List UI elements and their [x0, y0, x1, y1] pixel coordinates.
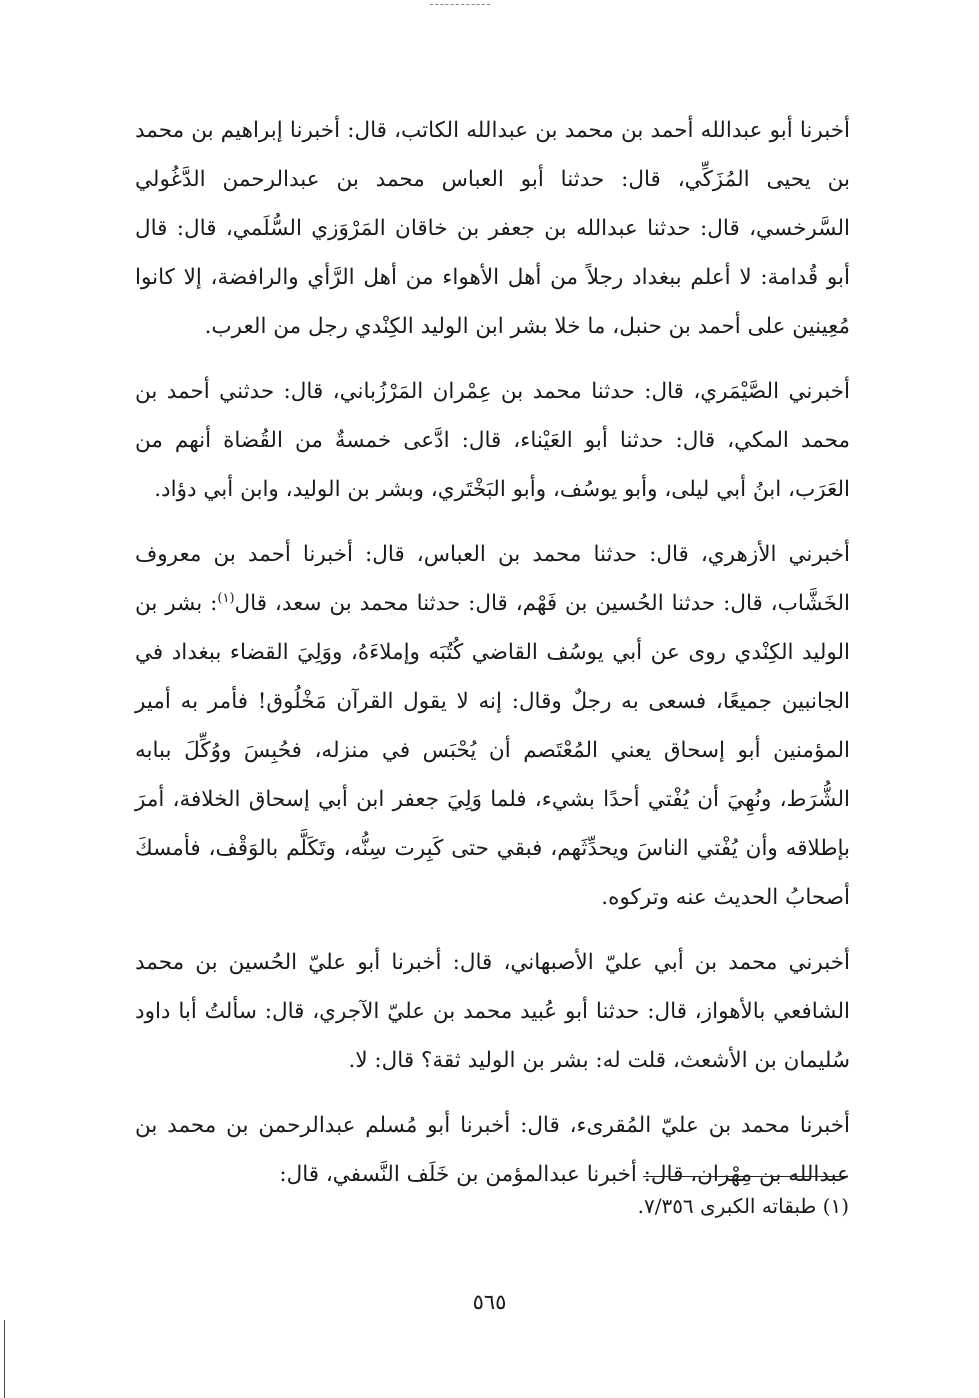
- page-top-mark: [430, 4, 490, 6]
- footnote: (١) طبقاته الكبرى ٧/٣٥٦.: [637, 1194, 849, 1218]
- paragraph: أخبرني محمد بن أبي عليّ الأصبهاني، قال: أخبرنا أبو عليّ الحُسين بن محمد الشافعي بالأهواز، قال: حدثنا أبو عُبيد محمد بن عليّ الآجري، قال: سألتُ أبا داود سُليمان بن الأشعث، قلت له: بشر بن الوليد ثقة؟ قال: لا.: [135, 950, 850, 1073]
- footnote-marker[interactable]: (١): [217, 590, 235, 606]
- paragraph-rest: : بشر بن الوليد الكِنْدي روى عن أبي يوسُف القاضي كُتُبَه وإملاءَهُ، ووَلِيَ القضاء ببغداد في الجانبين جميعًا، فسعى به رجلٌ وقال: إنه لا يقول القرآن مَخْلُوق! فأمر به أمير المؤمنين أبو إسحاق يعني المُعْتَصم أن يُحْبَس في منزله، فحُبِسَ ووُكِّلَ ببابه الشُّرَط، ونُهِيَ أن يُفْتي أحدًا بشيء، فلما وَلِيَ جعفر ابن أبي إسحاق الخلافة، أمرَ بإطلاقه وأن يُفْتي الناسَ ويحدِّثَهم، فبقي حتى كَبِرت سِنُّه، وتَكَلَّم بالوَقْف، فأمسكَ أصحابُ الحديث عنه وتركوه.: [135, 591, 850, 910]
- paragraph: أخبرنا محمد بن عليّ المُقرىء، قال: أخبرنا أبو مُسلم عبدالرحمن بن محمد بن عبدالله بن مِهْران، قال: أخبرنا عبدالمؤمن بن خَلَف النَّسفي، قال:: [135, 1113, 850, 1187]
- paragraph-with-footnote: [135, 530, 850, 922]
- paragraph-lead: أخبرني الأزهري، قال: حدثنا محمد بن العباس، قال: أخبرنا أحمد بن معروف الخَشَّاب، قال: حدثنا الحُسين بن فَهْم، قال: حدثنا محمد بن سعد، قال: [135, 542, 850, 616]
- footnote-rule: [643, 1176, 848, 1177]
- scan-edge-line: [4, 1320, 5, 1398]
- main-text: [135, 106, 850, 1215]
- paragraph: أخبرني الصَّيْمَري، قال: حدثنا محمد بن عِمْران المَرْزُباني، قال: حدثني أحمد بن محمد المكي، قال: حدثنا أبو العَيْناء، قال: ادَّعى خمسةٌ من القُضاة أنهم من العَرَب، ابنُ أبي ليلى، وأبو يوسُف، وأبو البَخْتَري، وبشر بن الوليد، وابن أبي دؤاد.: [135, 379, 850, 502]
- paragraph: أخبرنا أبو عبدالله أحمد بن محمد بن عبدالله الكاتب، قال: أخبرنا إبراهيم بن محمد بن يحيى المُزَكِّي، قال: حدثنا أبو العباس محمد بن عبدالرحمن الدَّغُولي السَّرخسي، قال: حدثنا عبدالله بن جعفر بن خاقان المَرْوَزي السُّلَمي، قال: قال أبو قُدامة: لا أعلم ببغداد رجلاً من أهل الأهواء من أهل الرَّأي والرافضة، إلا كانوا مُعِينين على أحمد بن حنبل، ما خلا بشر ابن الوليد الكِنْدي رجل من العرب.: [135, 118, 850, 339]
- page-number: ٥٦٥: [472, 1290, 507, 1314]
